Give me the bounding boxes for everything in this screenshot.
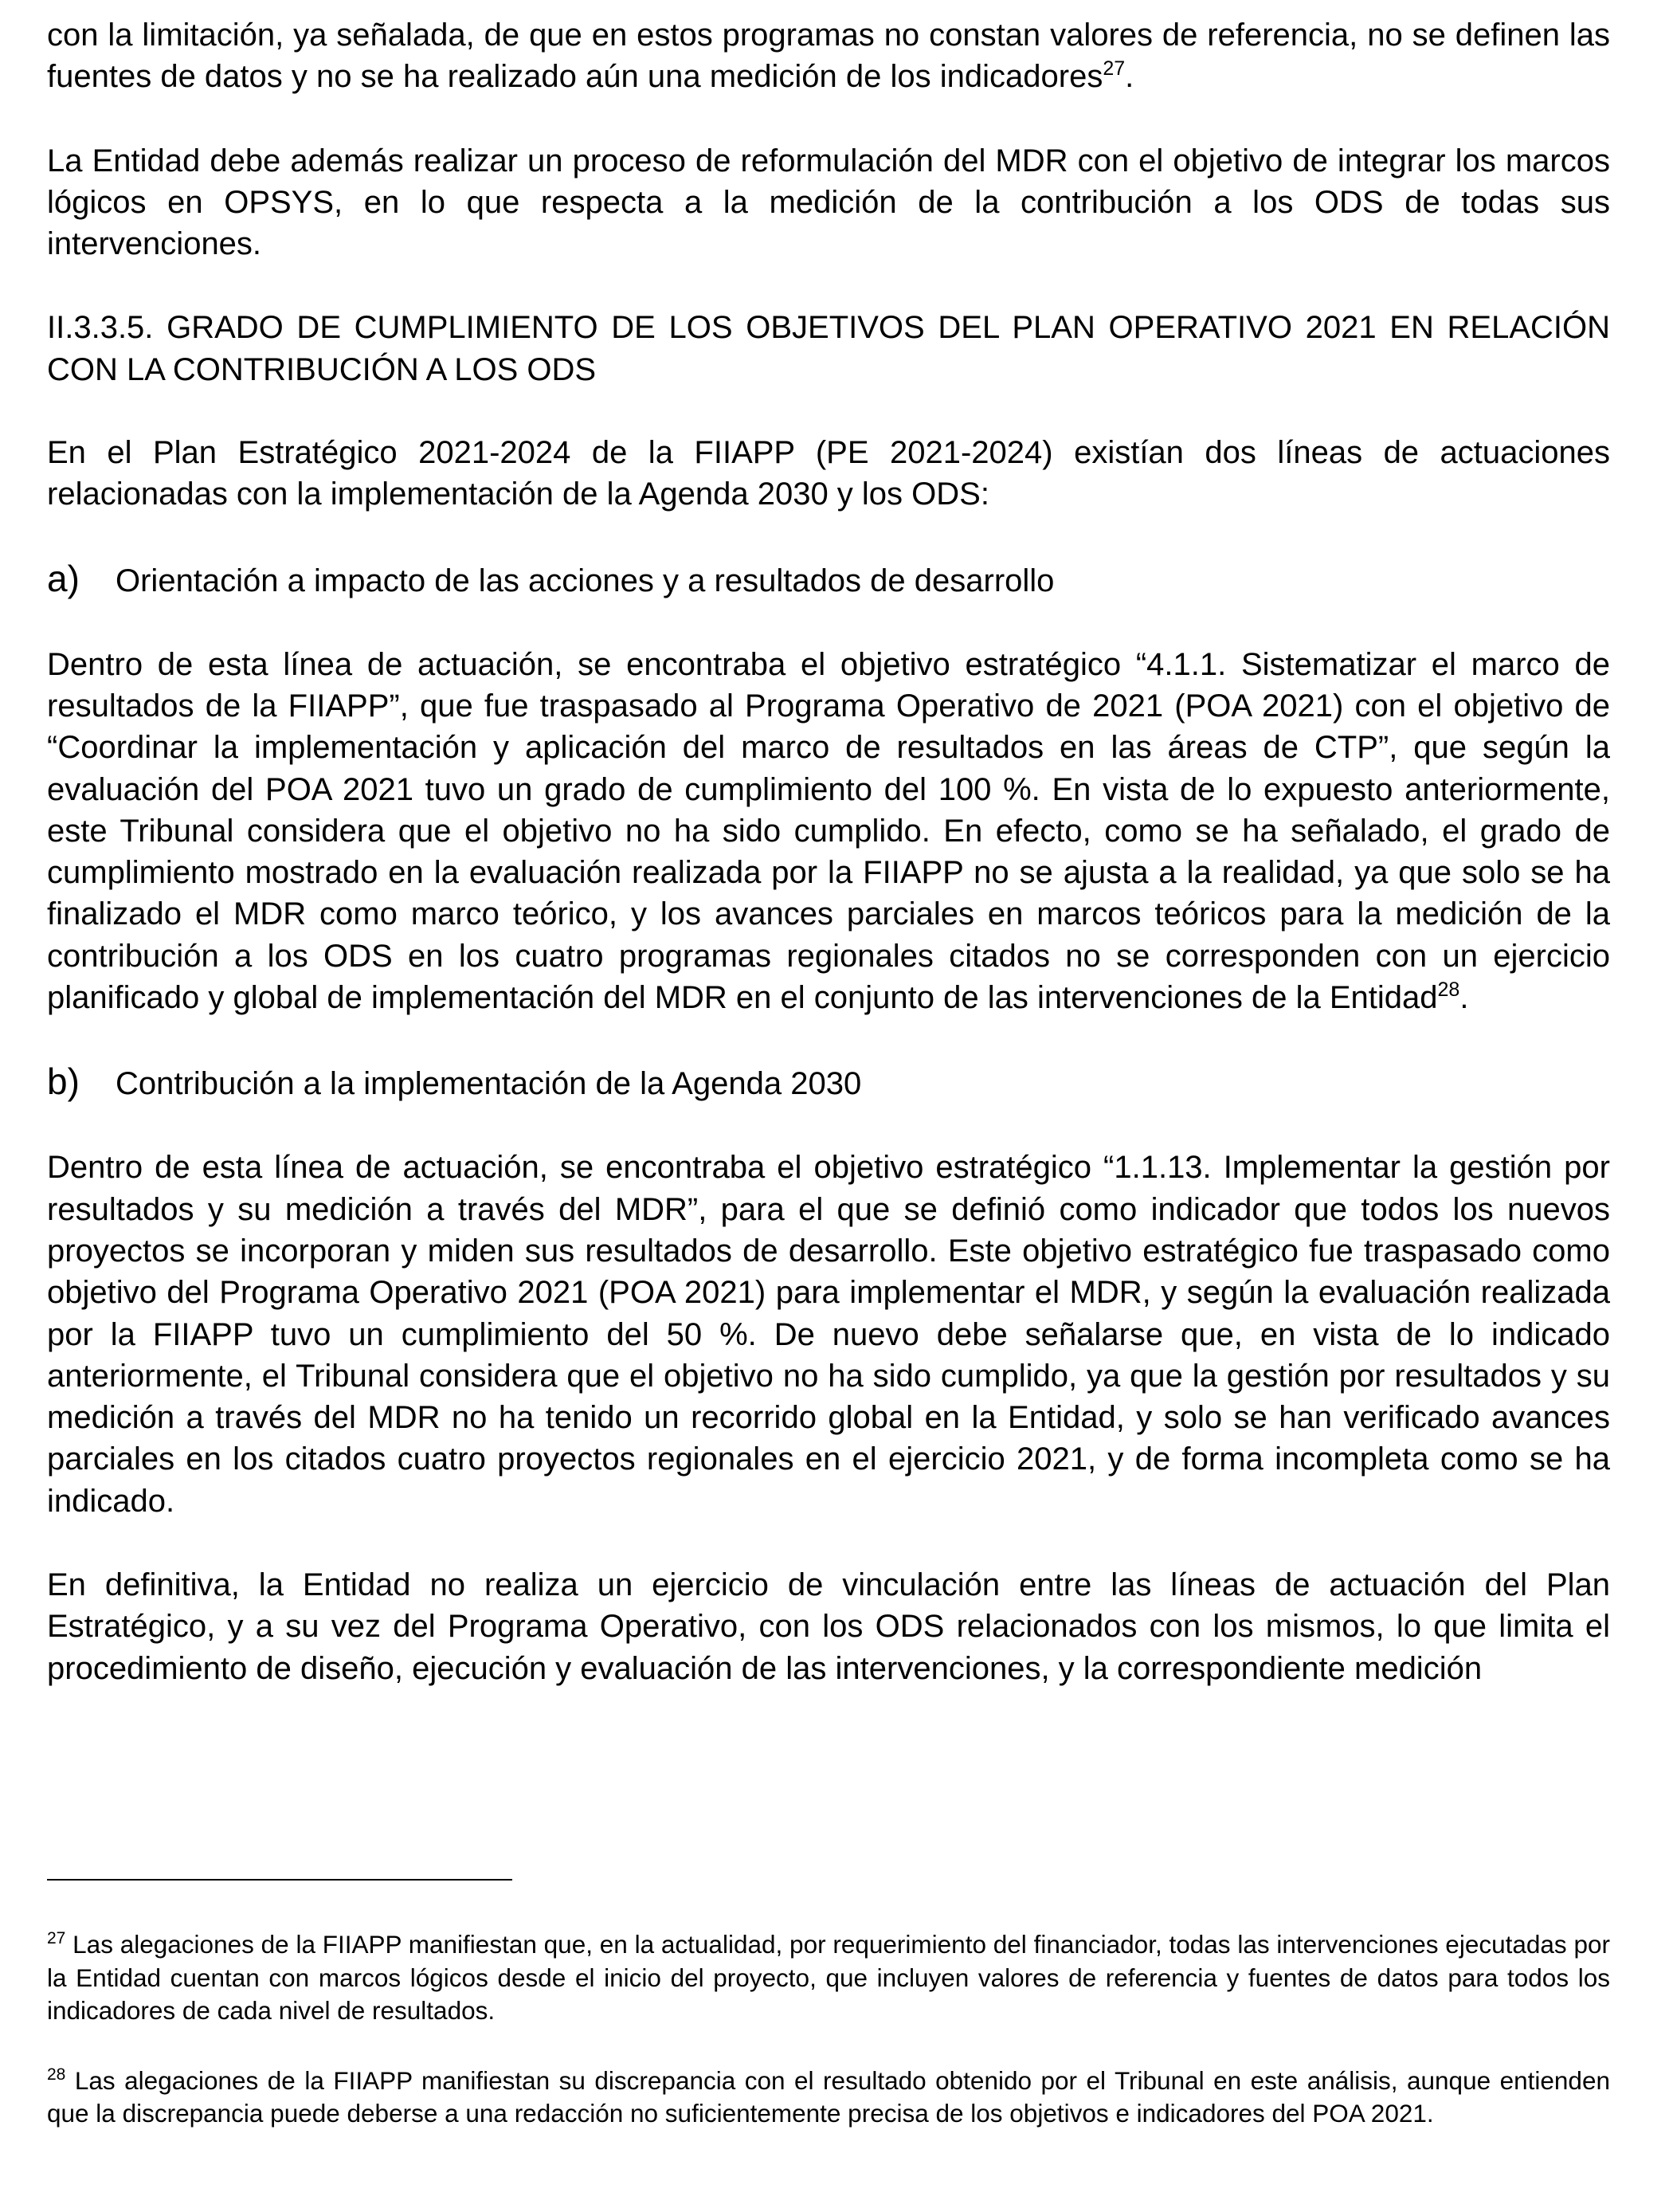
footnote-ref-27[interactable]: 27 [1103, 57, 1126, 80]
list-item-a-text: Orientación a impacto de las acciones y a resultados de desarrollo [116, 563, 1055, 598]
paragraph-reformulation: La Entidad debe además realizar un proceso de reformulación del MDR con el objetivo de integrar los marcos lógicos en OPSYS, en lo que respecta a la medición de la contribución a los ODS de todas sus intervenciones. [47, 143, 1610, 262]
paragraph-objective-1113: Dentro de esta línea de actuación, se encontraba el objetivo estratégico “1.1.13. Implementar la gestión por resultados y su medición a través del MDR”, para el que se definió como indicador que todos los nuevos proyectos se incorporan y miden sus resultados de desarrollo. Este objetivo estratégico fue traspasado como objetivo del Programa Operativo 2021 (POA 2021) para implementar el MDR, y según la evaluación realizada por la FIIAPP tuvo un cumplimiento del 50 %. De nuevo debe señalarse que, en vista de lo indicado anteriormente, el Tribunal considera que el objetivo no ha sido cumplido, ya que la gestión por resultados y su medición a través del MDR no ha tenido un recorrido global en la Entidad, y solo se han verificado avances parciales en los citados cuatro proyectos regionales en el ejercicio 2021, y de forma incompleta como se ha indicado. [47, 1150, 1610, 1519]
list-item-b [47, 1061, 1610, 1104]
paragraph-limitation-text: con la limitación, ya señalada, de que en estos programas no constan valores de referencia, no se definen las fuentes de datos y no se ha realizado aún una medición de los indicadores [47, 18, 1610, 95]
footnote-28 [47, 2065, 1610, 2131]
paragraph-objective-411-end: . [1459, 980, 1469, 1016]
paragraph-conclusion: En definitiva, la Entidad no realiza un ejercicio de vinculación entre las líneas de actuación del Plan Estratégico, y a su vez del Programa Operativo, con los ODS relacionados con los mismos, lo que limita el procedimiento de diseño, ejecución y evaluación de las intervenciones, y la correspondiente medición [47, 1567, 1610, 1686]
paragraph-strategic-plan: En el Plan Estratégico 2021-2024 de la FIIAPP (PE 2021-2024) existían dos líneas de actuaciones relacionadas con la implementación de la Agenda 2030 y los ODS: [47, 435, 1610, 512]
footnote-number-27: 27 [47, 1929, 66, 1947]
document-body [47, 14, 1610, 1732]
footnote-ref-28[interactable]: 28 [1437, 979, 1460, 1002]
paragraph-limitation [47, 14, 1610, 98]
footnote-separator [47, 1879, 512, 1881]
list-marker-b: b) [47, 1061, 80, 1103]
paragraph-objective-411-text: Dentro de esta línea de actuación, se encontraba el objetivo estratégico “4.1.1. Sistematizar el marco de resultados de la FIIAPP”, que fue traspasado al Programa Operativo de 2021 (POA 2021) con el objetivo de “Coordinar la implementación y aplicación del marco de resultados en las áreas de CTP”, que según la evaluación del POA 2021 tuvo un grado de cumplimiento del 100 %. En vista de lo expuesto anteriormente, este Tribunal considera que el objetivo no ha sido cumplido. En efecto, como se ha señalado, el grado de cumplimiento mostrado en la evaluación realizada por la FIIAPP no se ajusta a la realidad, ya que solo se ha finalizado el MDR como marco teórico, y los avances parciales en marcos teóricos para la medición de la contribución a los ODS en los cuatro programas regionales citados no se corresponden con un ejercicio planificado y global de implementación del MDR en el conjunto de las intervenciones de la Entidad [47, 646, 1610, 1016]
list-item-b-text: Contribución a la implementación de la Agenda 2030 [116, 1066, 862, 1102]
footnote-27-text: Las alegaciones de la FIIAPP manifiestan que, en la actualidad, por requerimiento del financiador, todas las intervenciones ejecutadas por la Entidad cuentan con marcos lógicos desde el inicio del proyecto, que incluyen valores de referencia y fuentes de datos para todos los indicadores de cada nivel de resultados. [47, 1930, 1610, 2025]
list-marker-a: a) [47, 557, 80, 599]
footnote-number-28: 28 [47, 2065, 66, 2084]
paragraph-limitation-end: . [1125, 59, 1134, 95]
paragraph-objective-411 [47, 644, 1610, 1019]
footnotes [47, 1928, 1610, 2167]
list-item-a [47, 558, 1610, 602]
footnote-27 [47, 1928, 1610, 2028]
footnote-28-text: Las alegaciones de la FIIAPP manifiestan su discrepancia con el resultado obtenido por el Tribunal en este análisis, aunque entienden que la discrepancia puede deberse a una redacción no suficientemente precisa de los objetivos e indicadores del POA 2021. [47, 2065, 1610, 2128]
section-heading: II.3.3.5. GRADO DE CUMPLIMIENTO DE LOS OBJETIVOS DEL PLAN OPERATIVO 2021 EN RELACIÓN CON LA CONTRIBUCIÓN A LOS ODS [47, 310, 1610, 387]
